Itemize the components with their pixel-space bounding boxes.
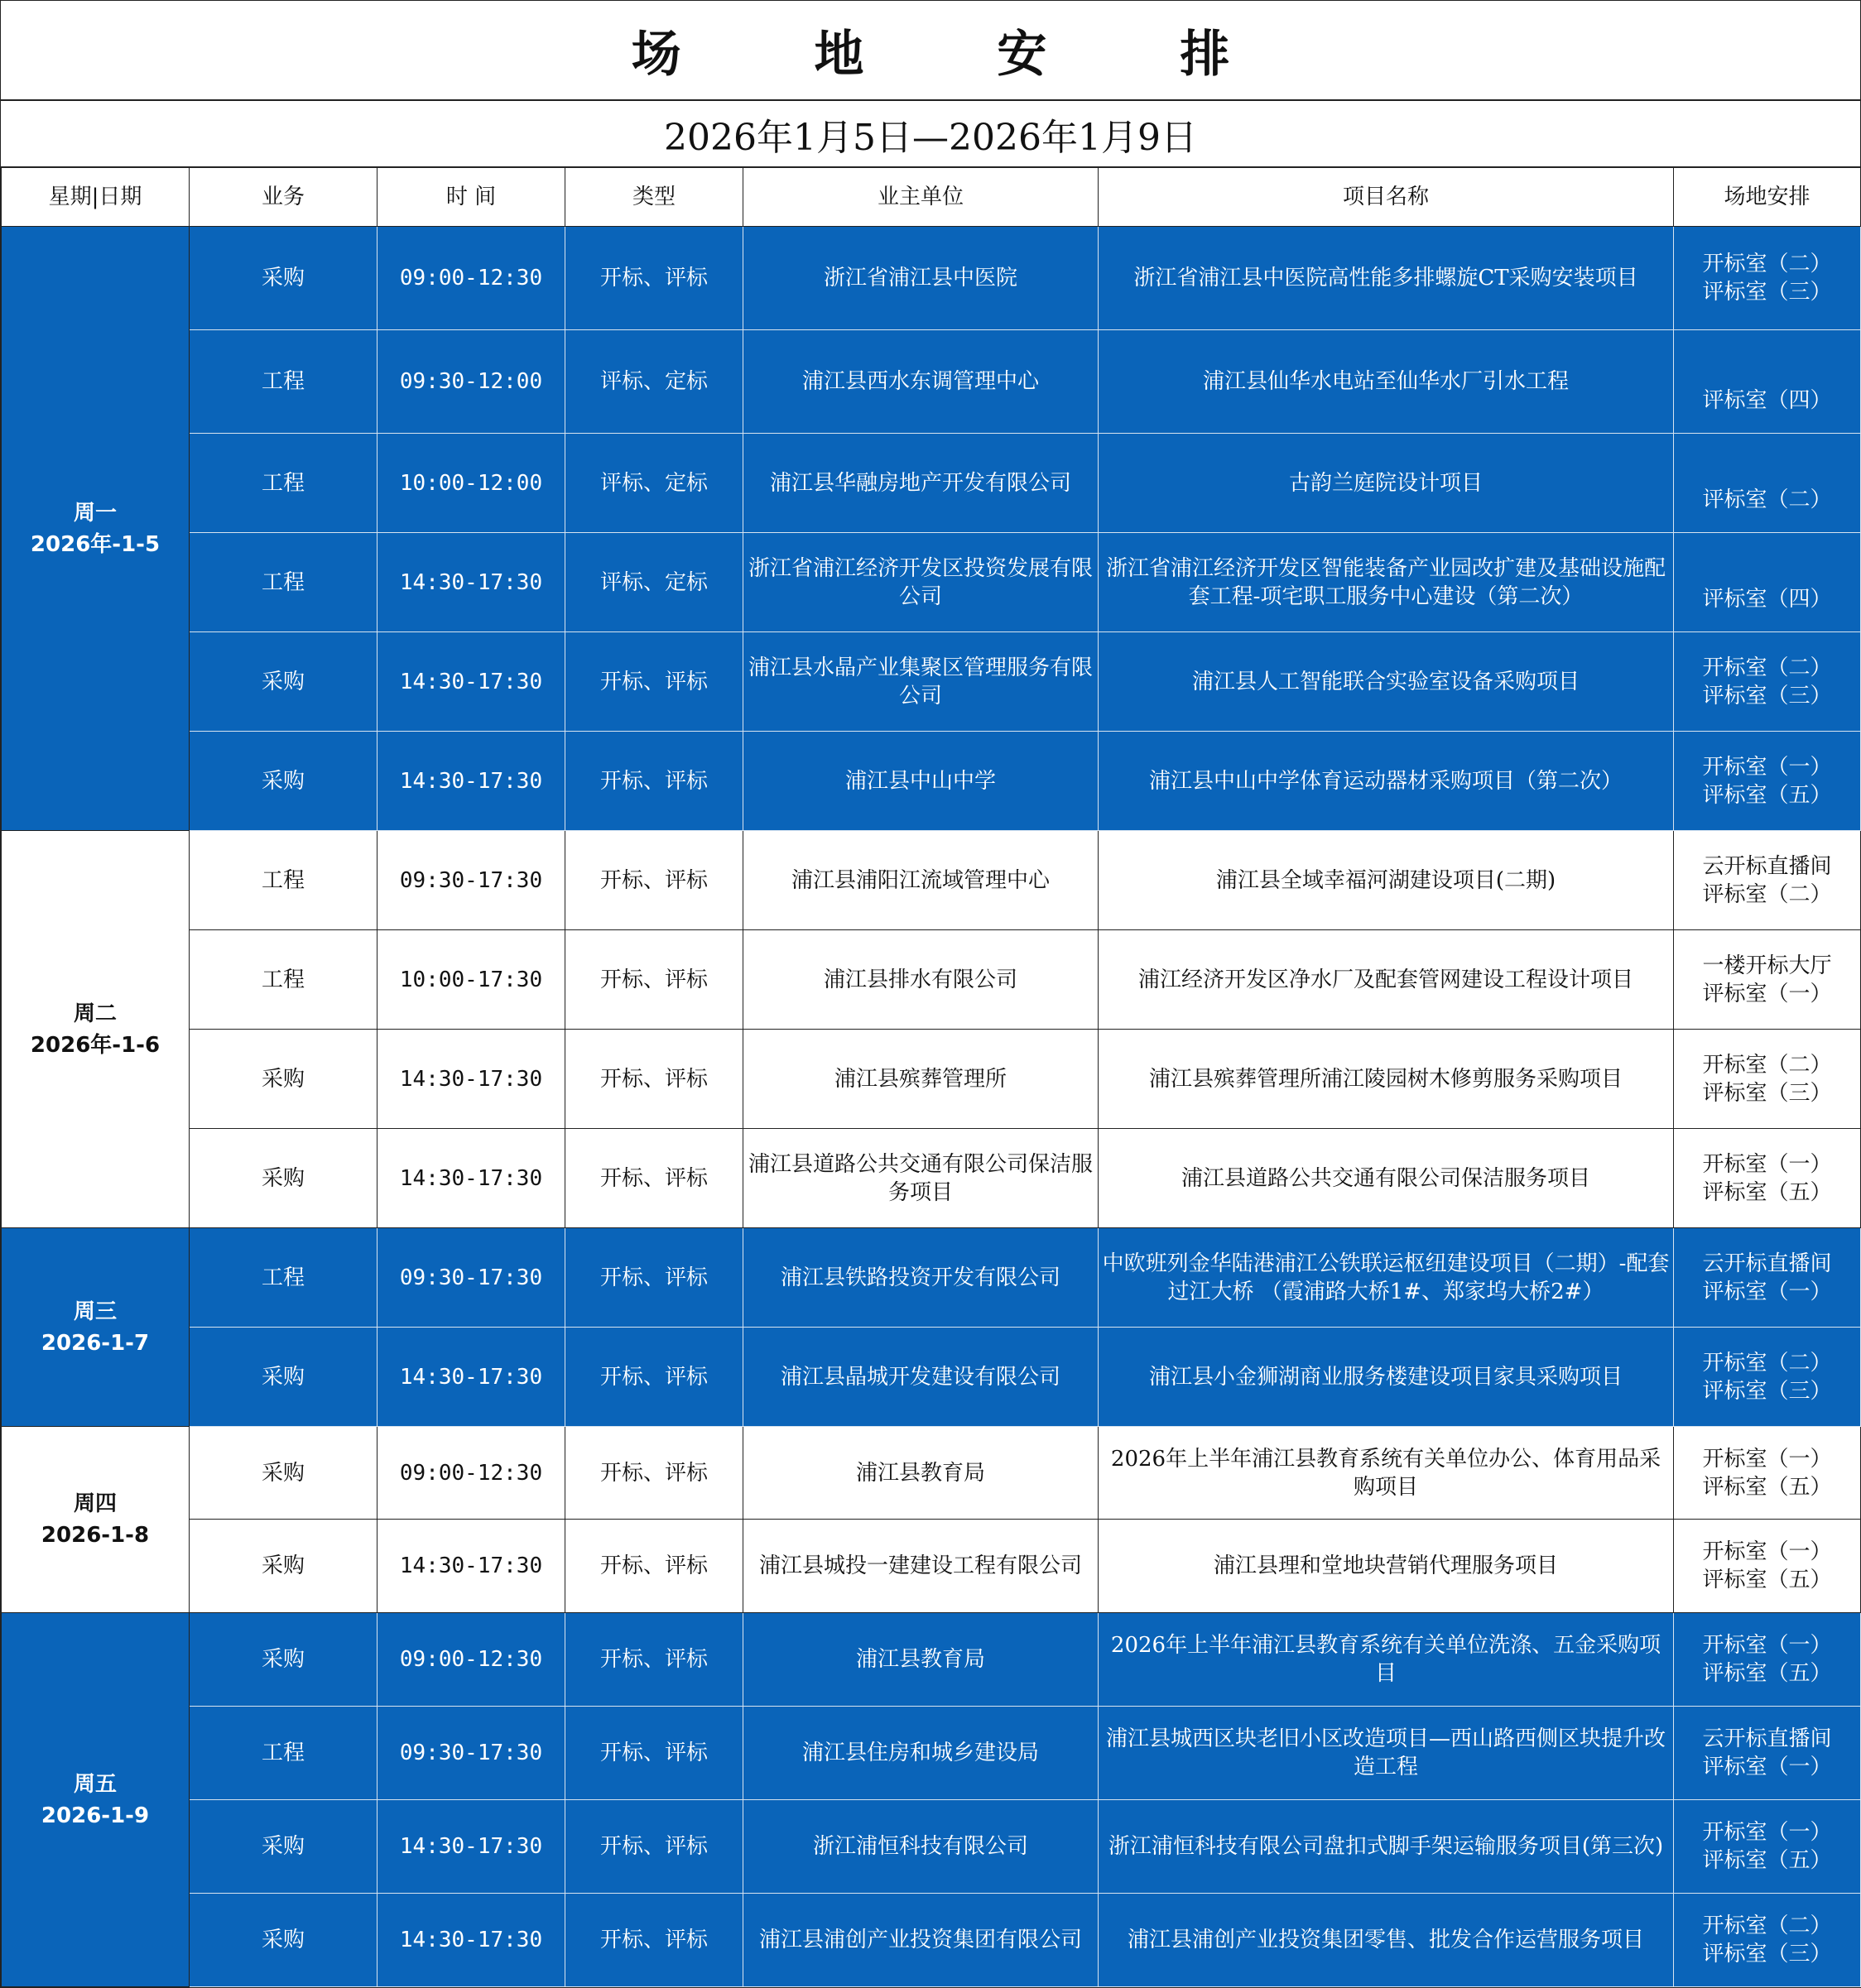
venue-cell bbox=[1674, 1707, 1861, 1800]
project-cell: 浦江县城西区块老旧小区改造项目—西山路西侧区块提升改造工程 bbox=[1099, 1707, 1674, 1800]
venue-cell bbox=[1674, 1613, 1861, 1707]
project-cell: 浦江县理和堂地块营销代理服务项目 bbox=[1099, 1520, 1674, 1613]
table-row bbox=[2, 1520, 1861, 1613]
venue-primary: 开标室（二） bbox=[1702, 655, 1832, 680]
project-cell: 浙江浦恒科技有限公司盘扣式脚手架运输服务项目(第三次) bbox=[1099, 1800, 1674, 1894]
owner-cell: 浦江县排水有限公司 bbox=[743, 930, 1099, 1030]
schedule-body bbox=[2, 227, 1861, 1987]
type-cell: 开标、评标 bbox=[565, 1800, 743, 1894]
owner-cell: 浦江县城投一建建设工程有限公司 bbox=[743, 1520, 1099, 1613]
time-cell: 14:30-17:30 bbox=[377, 632, 565, 732]
project-cell: 浦江县仙华水电站至仙华水厂引水工程 bbox=[1099, 330, 1674, 434]
date-label: 2026-1-9 bbox=[41, 1803, 150, 1828]
project-cell: 浦江县浦创产业投资集团零售、批发合作运营服务项目 bbox=[1099, 1894, 1674, 1987]
page-title: 场 地 安 排 bbox=[1, 1, 1860, 101]
venue-primary: 开标室（一） bbox=[1702, 1151, 1832, 1177]
venue-secondary: 评标室（四） bbox=[1702, 587, 1832, 612]
business-cell: 工程 bbox=[190, 533, 377, 632]
table-row bbox=[2, 1427, 1861, 1520]
venue-cell bbox=[1674, 1520, 1861, 1613]
venue-primary: 一楼开标大厅 bbox=[1702, 953, 1832, 978]
table-row bbox=[2, 1129, 1861, 1228]
business-cell: 工程 bbox=[190, 831, 377, 930]
table-row bbox=[2, 732, 1861, 831]
venue-secondary: 评标室（三） bbox=[1702, 683, 1832, 708]
time-cell: 14:30-17:30 bbox=[377, 533, 565, 632]
business-cell: 工程 bbox=[190, 1228, 377, 1328]
type-cell: 开标、评标 bbox=[565, 1520, 743, 1613]
date-range-subtitle: 2026年1月5日—2026年1月9日 bbox=[1, 101, 1860, 168]
venue-secondary: 评标室（五） bbox=[1702, 1848, 1832, 1873]
time-cell: 14:30-17:30 bbox=[377, 1520, 565, 1613]
owner-cell: 浦江县教育局 bbox=[743, 1613, 1099, 1707]
header-time: 时 间 bbox=[377, 167, 565, 227]
table-row bbox=[2, 930, 1861, 1030]
venue-secondary: 评标室（三） bbox=[1702, 280, 1832, 305]
table-row bbox=[2, 1894, 1861, 1987]
business-cell: 采购 bbox=[190, 227, 377, 330]
venue-secondary: 评标室（一） bbox=[1702, 1755, 1832, 1779]
type-cell: 开标、评标 bbox=[565, 1030, 743, 1129]
header-type: 类型 bbox=[565, 167, 743, 227]
time-cell: 09:30-17:30 bbox=[377, 1228, 565, 1328]
venue-secondary: 评标室（三） bbox=[1702, 1942, 1832, 1966]
type-cell: 开标、评标 bbox=[565, 1328, 743, 1427]
venue-secondary: 评标室（三） bbox=[1702, 1378, 1832, 1404]
table-row bbox=[2, 1030, 1861, 1129]
venue-secondary: 评标室（四） bbox=[1702, 388, 1832, 413]
project-cell: 中欧班列金华陆港浦江公铁联运枢纽建设项目（二期）-配套过江大桥 （霞浦路大桥1#、郑家坞大桥2#） bbox=[1099, 1228, 1674, 1328]
venue-primary: 开标室（二） bbox=[1702, 1350, 1832, 1376]
venue-primary: 开标室（二） bbox=[1702, 1914, 1832, 1938]
type-cell: 开标、评标 bbox=[565, 1427, 743, 1520]
business-cell: 采购 bbox=[190, 1800, 377, 1894]
venue-cell bbox=[1674, 330, 1861, 434]
venue-secondary: 评标室（五） bbox=[1702, 1568, 1832, 1592]
time-cell: 09:30-12:00 bbox=[377, 330, 565, 434]
weekday-label: 周一 bbox=[73, 500, 117, 526]
header-row bbox=[2, 167, 1861, 227]
owner-cell: 浦江县住房和城乡建设局 bbox=[743, 1707, 1099, 1800]
type-cell: 开标、评标 bbox=[565, 1707, 743, 1800]
project-cell: 浦江县中山中学体育运动器材采购项目（第二次） bbox=[1099, 732, 1674, 831]
project-cell: 浦江县殡葬管理所浦江陵园树木修剪服务采购项目 bbox=[1099, 1030, 1674, 1129]
venue-cell bbox=[1674, 434, 1861, 533]
type-cell: 开标、评标 bbox=[565, 1894, 743, 1987]
business-cell: 工程 bbox=[190, 434, 377, 533]
venue-primary: 开标室（一） bbox=[1702, 1539, 1832, 1564]
venue-cell bbox=[1674, 831, 1861, 930]
business-cell: 采购 bbox=[190, 1894, 377, 1987]
type-cell: 开标、评标 bbox=[565, 831, 743, 930]
venue-cell bbox=[1674, 1800, 1861, 1894]
business-cell: 采购 bbox=[190, 732, 377, 831]
project-cell: 2026年上半年浦江县教育系统有关单位洗涤、五金采购项目 bbox=[1099, 1613, 1674, 1707]
project-cell: 浦江县道路公共交通有限公司保洁服务项目 bbox=[1099, 1129, 1674, 1228]
table-row bbox=[2, 227, 1861, 330]
type-cell: 开标、评标 bbox=[565, 227, 743, 330]
project-cell: 浦江县小金狮湖商业服务楼建设项目家具采购项目 bbox=[1099, 1328, 1674, 1427]
business-cell: 采购 bbox=[190, 1328, 377, 1427]
venue-cell bbox=[1674, 632, 1861, 732]
table-row bbox=[2, 533, 1861, 632]
type-cell: 评标、定标 bbox=[565, 330, 743, 434]
type-cell: 评标、定标 bbox=[565, 434, 743, 533]
venue-secondary: 评标室（一） bbox=[1702, 981, 1832, 1006]
weekday-label: 周二 bbox=[73, 1001, 117, 1026]
type-cell: 开标、评标 bbox=[565, 1129, 743, 1228]
venue-primary: 开标室（一） bbox=[1702, 1820, 1832, 1845]
time-cell: 09:30-17:30 bbox=[377, 831, 565, 930]
business-cell: 采购 bbox=[190, 1030, 377, 1129]
venue-primary: 开标室（一） bbox=[1702, 754, 1832, 780]
date-label: 2026-1-7 bbox=[41, 1330, 150, 1356]
table-row bbox=[2, 1707, 1861, 1800]
project-cell: 浙江省浦江经济开发区智能装备产业园改扩建及基础设施配套工程-项宅职工服务中心建设（第二次） bbox=[1099, 533, 1674, 632]
time-cell: 14:30-17:30 bbox=[377, 1328, 565, 1427]
owner-cell: 浦江县铁路投资开发有限公司 bbox=[743, 1228, 1099, 1328]
venue-secondary: 评标室（二） bbox=[1702, 881, 1832, 907]
day-cell bbox=[2, 831, 190, 1228]
header-venue: 场地安排 bbox=[1674, 167, 1861, 227]
day-cell bbox=[2, 1427, 190, 1613]
time-cell: 09:00-12:30 bbox=[377, 1427, 565, 1520]
owner-cell: 浦江县浦阳江流域管理中心 bbox=[743, 831, 1099, 930]
business-cell: 工程 bbox=[190, 1707, 377, 1800]
weekday-label: 周三 bbox=[73, 1299, 117, 1324]
venue-secondary: 评标室（五） bbox=[1702, 1179, 1832, 1205]
venue-secondary: 评标室（五） bbox=[1702, 782, 1832, 808]
table-row bbox=[2, 831, 1861, 930]
business-cell: 工程 bbox=[190, 930, 377, 1030]
time-cell: 09:00-12:30 bbox=[377, 227, 565, 330]
owner-cell: 浦江县西水东调管理中心 bbox=[743, 330, 1099, 434]
table-row bbox=[2, 1800, 1861, 1894]
owner-cell: 浙江省浦江县中医院 bbox=[743, 227, 1099, 330]
venue-cell bbox=[1674, 732, 1861, 831]
project-cell: 古韵兰庭院设计项目 bbox=[1099, 434, 1674, 533]
header-project: 项目名称 bbox=[1099, 167, 1674, 227]
venue-cell bbox=[1674, 1427, 1861, 1520]
business-cell: 采购 bbox=[190, 1520, 377, 1613]
header-business: 业务 bbox=[190, 167, 377, 227]
project-cell: 浦江县全域幸福河湖建设项目(二期) bbox=[1099, 831, 1674, 930]
table-row bbox=[2, 434, 1861, 533]
schedule-table bbox=[1, 166, 1861, 1987]
venue-cell bbox=[1674, 930, 1861, 1030]
business-cell: 采购 bbox=[190, 1613, 377, 1707]
time-cell: 14:30-17:30 bbox=[377, 1894, 565, 1987]
type-cell: 开标、评标 bbox=[565, 732, 743, 831]
time-cell: 14:30-17:30 bbox=[377, 1800, 565, 1894]
owner-cell: 浦江县华融房地产开发有限公司 bbox=[743, 434, 1099, 533]
business-cell: 采购 bbox=[190, 632, 377, 732]
venue-secondary: 评标室（一） bbox=[1702, 1279, 1832, 1304]
time-cell: 14:30-17:30 bbox=[377, 732, 565, 831]
project-cell: 浦江县人工智能联合实验室设备采购项目 bbox=[1099, 632, 1674, 732]
business-cell: 采购 bbox=[190, 1129, 377, 1228]
owner-cell: 浦江县中山中学 bbox=[743, 732, 1099, 831]
venue-cell bbox=[1674, 227, 1861, 330]
venue-primary: 开标室（二） bbox=[1702, 252, 1832, 276]
venue-primary: 云开标直播间 bbox=[1702, 853, 1832, 879]
project-cell: 2026年上半年浦江县教育系统有关单位办公、体育用品采购项目 bbox=[1099, 1427, 1674, 1520]
venue-cell bbox=[1674, 1030, 1861, 1129]
weekday-label: 周五 bbox=[73, 1771, 117, 1797]
table-row bbox=[2, 632, 1861, 732]
venue-secondary: 评标室（五） bbox=[1702, 1661, 1832, 1686]
time-cell: 10:00-12:00 bbox=[377, 434, 565, 533]
owner-cell: 浙江省浦江经济开发区投资发展有限公司 bbox=[743, 533, 1099, 632]
venue-primary: 云开标直播间 bbox=[1702, 1726, 1832, 1751]
time-cell: 14:30-17:30 bbox=[377, 1129, 565, 1228]
header-owner: 业主单位 bbox=[743, 167, 1099, 227]
table-row bbox=[2, 1613, 1861, 1707]
venue-cell bbox=[1674, 1129, 1861, 1228]
owner-cell: 浙江浦恒科技有限公司 bbox=[743, 1800, 1099, 1894]
date-label: 2026年-1-5 bbox=[30, 531, 161, 557]
venue-secondary: 评标室（五） bbox=[1702, 1474, 1832, 1500]
time-cell: 10:00-17:30 bbox=[377, 930, 565, 1030]
venue-cell bbox=[1674, 533, 1861, 632]
table-row bbox=[2, 1328, 1861, 1427]
time-cell: 09:00-12:30 bbox=[377, 1613, 565, 1707]
business-cell: 采购 bbox=[190, 1427, 377, 1520]
business-cell: 工程 bbox=[190, 330, 377, 434]
type-cell: 评标、定标 bbox=[565, 533, 743, 632]
day-cell bbox=[2, 1228, 190, 1427]
owner-cell: 浦江县教育局 bbox=[743, 1427, 1099, 1520]
venue-cell bbox=[1674, 1228, 1861, 1328]
date-label: 2026-1-8 bbox=[41, 1523, 150, 1548]
venue-primary: 开标室（二） bbox=[1702, 1052, 1832, 1078]
owner-cell: 浦江县浦创产业投资集团有限公司 bbox=[743, 1894, 1099, 1987]
header-day: 星期|日期 bbox=[2, 167, 190, 227]
type-cell: 开标、评标 bbox=[565, 930, 743, 1030]
venue-secondary: 评标室（三） bbox=[1702, 1080, 1832, 1106]
type-cell: 开标、评标 bbox=[565, 632, 743, 732]
time-cell: 14:30-17:30 bbox=[377, 1030, 565, 1129]
table-row bbox=[2, 330, 1861, 434]
venue-cell bbox=[1674, 1894, 1861, 1987]
owner-cell: 浦江县道路公共交通有限公司保洁服务项目 bbox=[743, 1129, 1099, 1228]
type-cell: 开标、评标 bbox=[565, 1613, 743, 1707]
venue-secondary: 评标室（二） bbox=[1702, 487, 1832, 512]
project-cell: 浙江省浦江县中医院高性能多排螺旋CT采购安装项目 bbox=[1099, 227, 1674, 330]
owner-cell: 浦江县晶城开发建设有限公司 bbox=[743, 1328, 1099, 1427]
table-row bbox=[2, 1228, 1861, 1328]
owner-cell: 浦江县殡葬管理所 bbox=[743, 1030, 1099, 1129]
type-cell: 开标、评标 bbox=[565, 1228, 743, 1328]
date-label: 2026年-1-6 bbox=[30, 1032, 161, 1058]
day-cell bbox=[2, 1613, 190, 1987]
venue-primary: 开标室（一） bbox=[1702, 1446, 1832, 1472]
day-cell bbox=[2, 227, 190, 831]
venue-cell bbox=[1674, 1328, 1861, 1427]
venue-primary: 云开标直播间 bbox=[1702, 1251, 1832, 1276]
project-cell: 浦江经济开发区净水厂及配套管网建设工程设计项目 bbox=[1099, 930, 1674, 1030]
weekday-label: 周四 bbox=[73, 1491, 117, 1516]
owner-cell: 浦江县水晶产业集聚区管理服务有限公司 bbox=[743, 632, 1099, 732]
time-cell: 09:30-17:30 bbox=[377, 1707, 565, 1800]
venue-primary: 开标室（一） bbox=[1702, 1633, 1832, 1658]
